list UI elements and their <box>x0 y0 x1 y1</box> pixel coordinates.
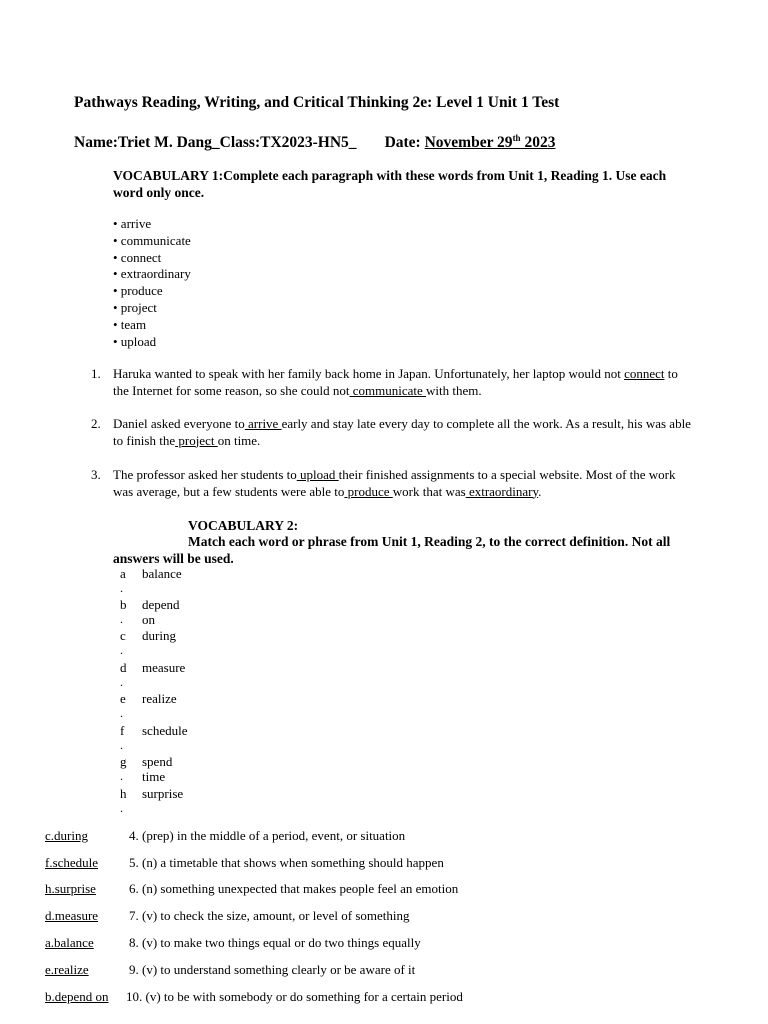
answer-blank[interactable]: e.realize <box>45 962 89 977</box>
answer-blank[interactable]: a.balance <box>45 935 94 950</box>
question-number: 3. <box>91 467 101 482</box>
definition-text: 8. (v) to make two things equal or do two things equally <box>129 935 421 950</box>
word-bank-list <box>113 216 191 350</box>
name-class-label: Name:Triet M. Dang_Class:TX2023-HN5_ <box>74 134 357 152</box>
answer-blank[interactable]: project <box>175 432 218 448</box>
definition-text: 4. (prep) in the middle of a period, event, or situation <box>129 828 406 843</box>
answer-blank[interactable]: b.depend on <box>45 989 109 1004</box>
definition-text: 6. (n) something unexpected that makes people feel an emotion <box>129 881 459 896</box>
answer-blank[interactable]: upload <box>296 467 339 482</box>
word-bank-item: • team <box>113 316 147 332</box>
answer-blank[interactable]: c.during <box>45 828 88 843</box>
answer-blank[interactable]: connect <box>624 366 665 381</box>
question-text: Haruka wanted to speak with her family back home in Japan. Unfortunately, her laptop would not connect to the Internet for some reason, so she could not communicate with them. <box>113 366 678 398</box>
word-bank-item: • arrive <box>113 216 152 231</box>
word-bank-item: • produce <box>113 283 163 299</box>
word-bank-item: • upload <box>113 333 157 349</box>
answer-blank[interactable]: d.measure <box>45 908 99 923</box>
question-number: 2. <box>91 416 101 431</box>
word-bank-item: • connect <box>113 249 162 265</box>
test-title: Pathways Reading, Writing, and Critical Thinking 2e: Level 1 Unit 1 Test <box>74 94 560 111</box>
vocabulary-2-heading: VOCABULARY 2: <box>188 518 299 533</box>
question-text: The professor asked her students to upload their finished assignments to a special website. Most of the work was average, but a few students were able to produce work that was extraordinary. <box>113 467 676 499</box>
date-value: November 29th 2023 <box>424 133 556 152</box>
answer-blank[interactable]: produce <box>344 483 393 499</box>
answer-blank[interactable]: communicate <box>349 382 426 398</box>
word-bank-item: • extraordinary <box>113 266 191 282</box>
question-number: 1. <box>91 366 101 381</box>
vocabulary-1-heading: VOCABULARY 1:Complete each paragraph with these words from Unit 1, Reading 1. Use each word only once. <box>113 168 667 200</box>
answer-blank[interactable]: extraordinary <box>465 483 539 499</box>
word-bank-item: • communicate <box>113 232 191 248</box>
definition-text: 7. (v) to check the size, amount, or level of something <box>129 908 410 923</box>
name-date-row <box>74 133 663 152</box>
definition-text: 10. (v) to be with somebody or do something for a certain period <box>126 989 463 1004</box>
vocabulary-2-instructions: Match each word or phrase from Unit 1, Reading 2, to the correct definition. Not all answers will be used. <box>113 534 671 566</box>
answer-blank[interactable]: arrive <box>244 416 282 431</box>
date-label: Date: <box>384 134 421 152</box>
answer-blank[interactable]: h.surprise <box>45 881 96 896</box>
definition-text: 9. (v) to understand something clearly or be aware of it <box>129 962 416 977</box>
question-text: Daniel asked everyone to arrive early and stay late every day to complete all the work. As a result, his was able to finish the project on time. <box>113 416 691 448</box>
word-bank-item: • project <box>113 299 157 315</box>
definition-text: 5. (n) a timetable that shows when something should happen <box>129 855 444 870</box>
answer-blank[interactable]: f.schedule <box>45 855 99 870</box>
